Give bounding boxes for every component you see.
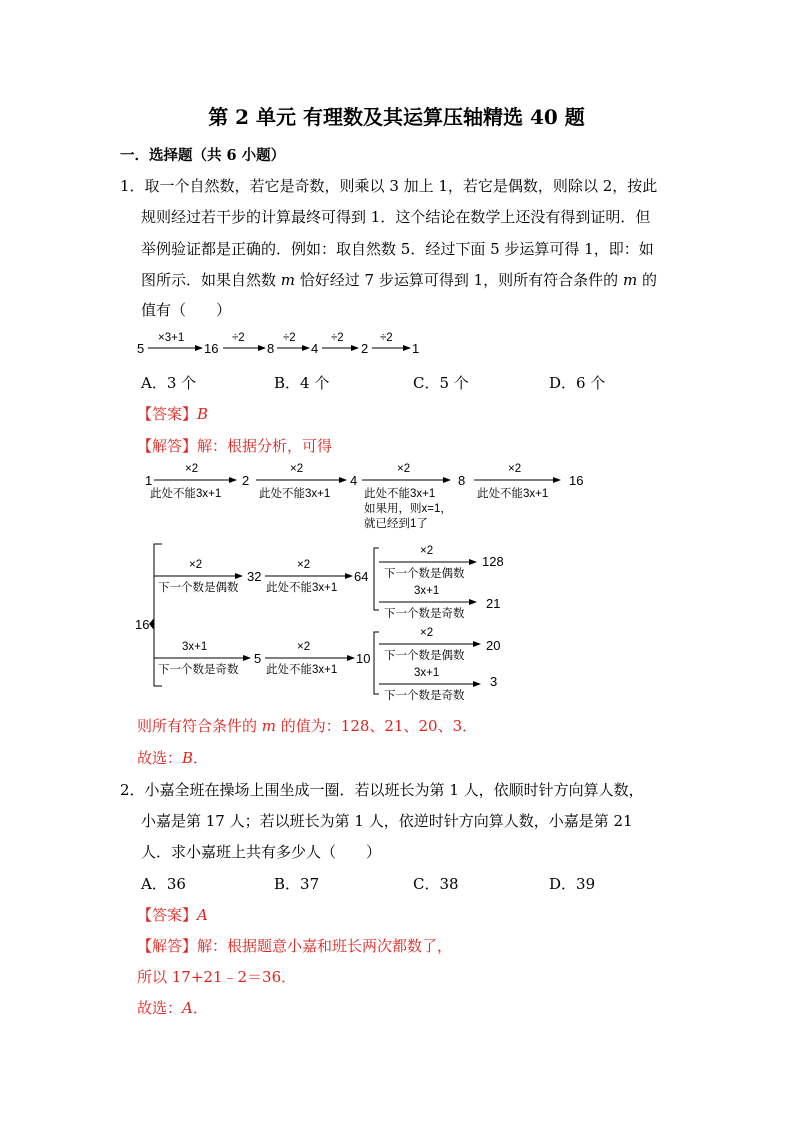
tree-label: 此处不能3x+1 — [266, 664, 338, 676]
tree-op: 3x+1 — [414, 585, 440, 597]
q1-line-4: 图所示．如果自然数 m 恰好经过 7 步运算可得到 1，则所有符合条件的 m 的 — [141, 271, 657, 289]
q2-option-d: D．39 — [549, 875, 596, 893]
q2-line-3: 人．求小嘉班上共有多少人（ ） — [141, 843, 382, 861]
tree-brace-tip — [149, 618, 154, 630]
q1-answer: 【答案】B — [137, 405, 209, 423]
q2-choose: 故选：A． — [137, 999, 208, 1017]
tree-op: ×2 — [397, 463, 411, 475]
tree-num: 128 — [482, 554, 504, 569]
tree-num: 32 — [247, 569, 262, 584]
tree-op: 3x+1 — [182, 641, 208, 653]
chain-num: 2 — [361, 341, 369, 356]
chain-op: ÷2 — [232, 332, 245, 344]
q1-line-5: 值有（ ） — [141, 301, 232, 319]
q2-line-1: 2．小嘉全班在操场上围坐成一圈．若以班长为第 1 人，依顺时针方向算人数， — [120, 781, 644, 799]
q1-line-3: 举例验证都是正确的．例如：取自然数 5．经过下面 5 步运算可得 1，即：如 — [141, 240, 654, 258]
q2-answer: 【答案】A — [137, 906, 208, 924]
tree-num: 10 — [356, 651, 371, 666]
chain-op: ×3+1 — [158, 332, 185, 344]
q1-choose: 故选：B． — [137, 749, 209, 767]
tree-num: 3 — [490, 674, 498, 689]
tree-label: 此处不能3x+1 — [266, 582, 338, 594]
tree-label: 下一个数是偶数 — [384, 650, 465, 662]
tree-label: 此处不能3x+1 — [477, 488, 549, 500]
tree-label: 下一个数是奇数 — [158, 664, 239, 676]
tree-op: ×2 — [420, 545, 434, 557]
q1-line-2: 规则经过若干步的计算最终可得到 1．这个结论在数学上还没有得到证明．但 — [141, 208, 651, 226]
q2-analysis: 【解答】解：根据题意小嘉和班长两次都数了， — [137, 937, 453, 955]
q1-solution-tree — [132, 456, 602, 716]
q1-option-b: B．4 个 — [274, 374, 330, 392]
chain-op: ÷2 — [380, 332, 393, 344]
tree-brace — [374, 632, 379, 694]
q2-option-b: B．37 — [274, 875, 320, 893]
tree-num: 21 — [486, 596, 501, 611]
tree-label: 如果用，则x=1， — [364, 503, 452, 515]
q2-option-c: C．38 — [413, 875, 459, 893]
q1-example-chain — [134, 326, 434, 360]
tree-op: ×2 — [297, 559, 311, 571]
tree-num: 2 — [242, 473, 250, 488]
tree-label: 下一个数是偶数 — [384, 568, 465, 580]
q2-calc: 所以 17+21﹣2＝36． — [137, 968, 297, 986]
tree-label: 下一个数是奇数 — [384, 608, 465, 620]
tree-label: 就已经到1了 — [364, 518, 428, 530]
tree-num: 16 — [569, 473, 584, 488]
tree-label: 此处不能3x+1 — [259, 488, 331, 500]
tree-label: 下一个数是奇数 — [384, 690, 465, 702]
tree-op: ×2 — [508, 463, 522, 475]
chain-num: 4 — [311, 341, 319, 356]
tree-num: 20 — [486, 638, 501, 653]
chain-num: 1 — [412, 341, 420, 356]
q1-option-d: D．6 个 — [549, 374, 606, 392]
tree-op: ×2 — [420, 627, 434, 639]
tree-num: 1 — [145, 473, 153, 488]
tree-root: 16 — [135, 617, 150, 632]
chain-num: 8 — [267, 341, 275, 356]
tree-op: ×2 — [297, 641, 311, 653]
tree-num: 5 — [254, 651, 262, 666]
tree-num: 4 — [350, 473, 358, 488]
tree-num: 8 — [458, 473, 466, 488]
tree-op: ×2 — [290, 463, 304, 475]
chain-num: 5 — [137, 341, 145, 356]
q1-option-c: C．5 个 — [413, 374, 469, 392]
q1-analysis: 【解答】解：根据分析，可得 — [137, 437, 333, 455]
q1-line-1: 1．取一个自然数，若它是奇数，则乘以 3 加上 1，若它是偶数，则除以 2，按此 — [120, 177, 658, 195]
chain-num: 16 — [204, 341, 219, 356]
page-title: 第 2 单元 有理数及其运算压轴精选 40 题 — [208, 105, 585, 129]
tree-op: ×2 — [189, 559, 203, 571]
q1-option-a: A．3 个 — [141, 374, 197, 392]
q2-option-a: A．36 — [141, 875, 186, 893]
tree-label: 下一个数是偶数 — [158, 582, 239, 594]
tree-num: 64 — [354, 569, 369, 584]
tree-label: 此处不能3x+1 — [364, 488, 436, 500]
q1-conclusion: 则所有符合条件的 m 的值为：128、21、20、3． — [137, 717, 478, 735]
chain-op: ÷2 — [331, 332, 344, 344]
tree-brace — [374, 548, 379, 610]
q2-line-2: 小嘉是第 17 人；若以班长为第 1 人，依逆时针方向算人数，小嘉是第 21 — [141, 812, 633, 830]
tree-op: 3x+1 — [414, 667, 440, 679]
section-heading: 一．选择题（共 6 小题） — [120, 147, 286, 164]
tree-label: 此处不能3x+1 — [150, 488, 222, 500]
chain-op: ÷2 — [283, 332, 296, 344]
tree-op: ×2 — [185, 463, 199, 475]
